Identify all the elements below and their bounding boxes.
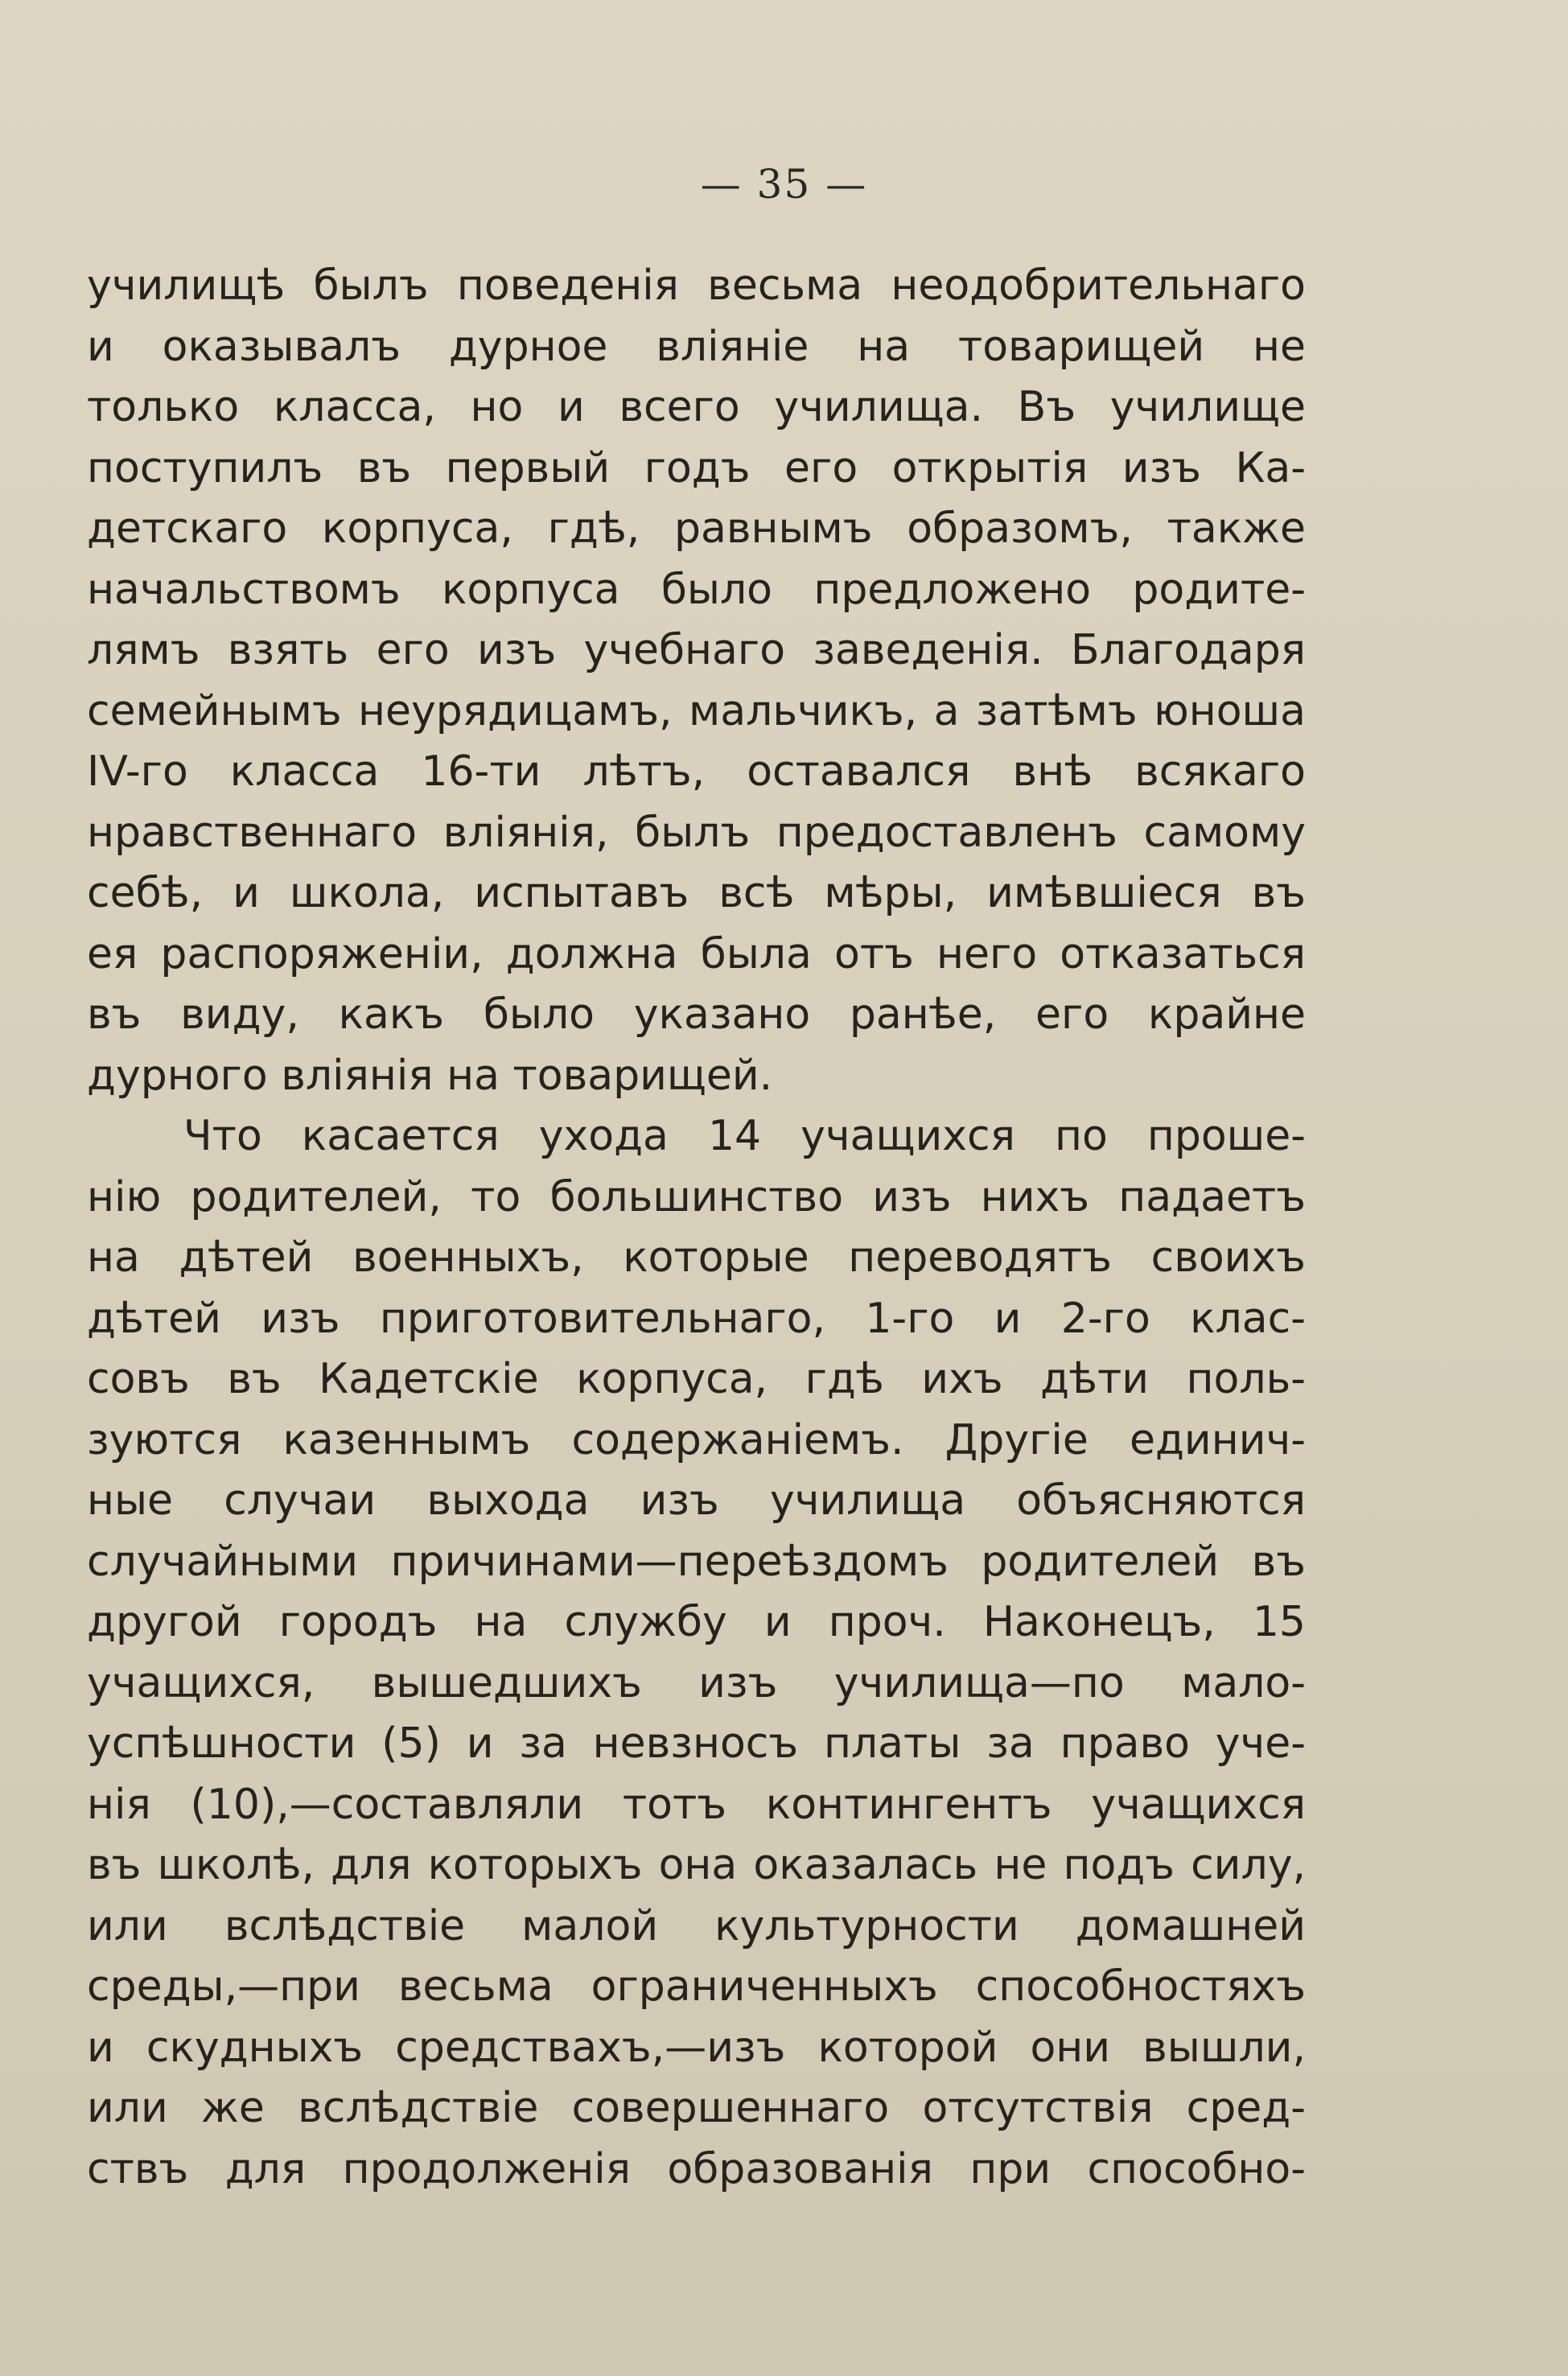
text-line: нравственнаго вліянія, былъ предоставленъ самому — [87, 808, 1306, 857]
text-line: зуются казеннымъ содержаніемъ. Другіе единич- — [87, 1415, 1306, 1464]
text-line: IV-го класса 16-ти лѣтъ, оставался внѣ всякаго — [87, 747, 1306, 796]
text-line: и скудныхъ средствахъ,—изъ которой они вышли, — [87, 2023, 1306, 2072]
text-line: училищѣ былъ поведенія весьма неодобрительнаго — [87, 261, 1306, 310]
page-number: — 35 — — [700, 161, 868, 208]
text-line: случайными причинами—переѣздомъ родителей въ — [87, 1537, 1306, 1586]
text-line: дѣтей изъ приготовительнаго, 1-го и 2-го клас- — [87, 1294, 1306, 1343]
paragraph-2 — [87, 1106, 1306, 2200]
text-line: или же вслѣдствіе совершеннаго отсутствія сред- — [87, 2084, 1306, 2132]
text-line: нію родителей, то большинство изъ нихъ падаетъ — [87, 1172, 1306, 1221]
text-line: на дѣтей военныхъ, которые переводятъ своихъ — [87, 1233, 1306, 1282]
text-line: и оказывалъ дурное вліяніе на товарищей не — [87, 322, 1306, 371]
text-line: лямъ взять его изъ учебнаго заведенія. Благодаря — [87, 626, 1306, 674]
text-line: начальствомъ корпуса было предложено родите- — [87, 565, 1306, 614]
text-line: успѣшности (5) и за невзносъ платы за право уче- — [87, 1719, 1306, 1768]
body-text — [87, 256, 1306, 2200]
text-line: ные случаи выхода изъ училища объясняются — [87, 1476, 1306, 1525]
text-line: ея распоряженіи, должна была отъ него отказаться — [87, 929, 1306, 978]
text-line: совъ въ Кадетскіе корпуса, гдѣ ихъ дѣти поль- — [87, 1355, 1306, 1403]
text-line: въ виду, какъ было указано ранѣе, его крайне — [87, 990, 1306, 1039]
text-line: учащихся, вышедшихъ изъ училища—по мало- — [87, 1658, 1306, 1707]
paragraph-1 — [87, 256, 1306, 1106]
text-line: нія (10),—составляли тотъ контингентъ учащихся — [87, 1780, 1306, 1829]
text-line: себѣ, и школа, испытавъ всѣ мѣры, имѣвшіеся въ — [87, 869, 1306, 917]
text-line: или вслѣдствіе малой культурности домашней — [87, 1901, 1306, 1950]
text-line: среды,—при весьма ограниченныхъ способностяхъ — [87, 1962, 1306, 2011]
text-line: семейнымъ неурядицамъ, мальчикъ, а затѣмъ юноша — [87, 686, 1306, 735]
text-line: другой городъ на службу и проч. Наконецъ, 15 — [87, 1598, 1306, 1646]
text-line: Что касается ухода 14 учащихся по проше- — [183, 1112, 1306, 1160]
text-line: въ школѣ, для которыхъ она оказалась не подъ силу, — [87, 1841, 1306, 1889]
text-line: поступилъ въ первый годъ его открытія изъ Ка- — [87, 443, 1306, 492]
text-line: только класса, но и всего училища. Въ училище — [87, 383, 1306, 431]
text-line: детскаго корпуса, гдѣ, равнымъ образомъ, также — [87, 504, 1306, 553]
text-line: ствъ для продолженія образованія при способно- — [87, 2144, 1306, 2193]
text-line: дурного вліянія на товарищей. — [87, 1051, 773, 1100]
